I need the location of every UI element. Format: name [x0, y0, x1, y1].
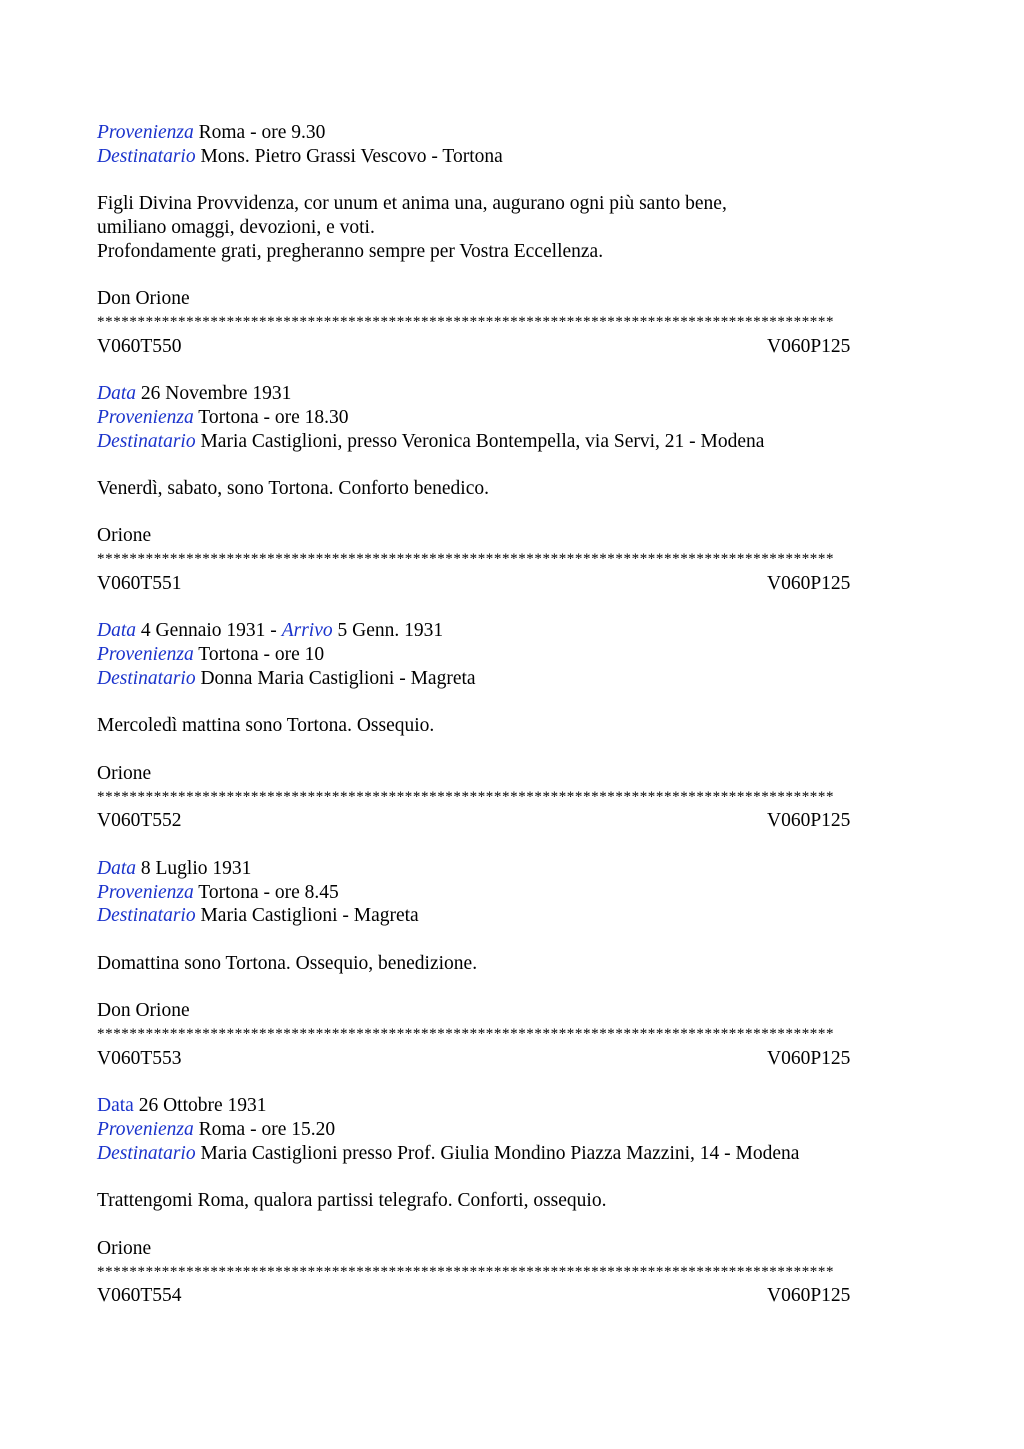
- destinatario-value: Mons. Pietro Grassi Vescovo - Tortona: [200, 146, 503, 167]
- separator: *******************************************************************************************: [97, 1026, 835, 1042]
- entry-body: Trattengomi Roma, qualora partissi telegrafo. Conforti, ossequio.: [97, 1190, 607, 1211]
- provenienza-value: Roma - ore 9.30: [198, 122, 326, 143]
- separator: *******************************************************************************************: [97, 314, 835, 330]
- top-signature: Don Orione: [97, 288, 190, 309]
- data-label: Data: [97, 858, 136, 879]
- provenienza-value: Tortona - ore 10: [198, 644, 325, 665]
- provenienza-label: Provenienza: [97, 1119, 194, 1140]
- entry-provenienza-line: [97, 406, 349, 430]
- data-label: Data: [97, 1095, 134, 1116]
- entry-data-line: [97, 857, 251, 881]
- arrivo-label: Arrivo: [281, 620, 333, 641]
- data-label: Data: [97, 383, 136, 404]
- provenienza-value: Roma - ore 15.20: [198, 1119, 336, 1140]
- entry-data-line: [97, 619, 443, 643]
- data-value: 26 Ottobre 1931: [138, 1095, 267, 1116]
- top-body-line-2: umiliano omaggi, devozioni, e voti.: [97, 217, 375, 238]
- provenienza-value: Tortona - ore 18.30: [198, 407, 349, 428]
- arrivo-value: 5 Genn. 1931: [337, 620, 444, 641]
- entry-page: V060P125: [767, 336, 851, 357]
- destinatario-value: Maria Castiglioni presso Prof. Giulia Mondino Piazza Mazzini, 14 - Modena: [200, 1143, 800, 1164]
- destinatario-label: Destinatario: [97, 146, 196, 167]
- entry-code: V060T551: [97, 573, 182, 594]
- entry-signature: Orione: [97, 525, 152, 546]
- entry-provenienza-line: [97, 643, 324, 667]
- data-label: Data: [97, 620, 136, 641]
- top-body-line-3: Profondamente grati, pregheranno sempre per Vostra Eccellenza.: [97, 241, 604, 262]
- entry-destinatario-line: [97, 430, 764, 454]
- separator: *******************************************************************************************: [97, 789, 835, 805]
- entry-code: V060T553: [97, 1048, 182, 1069]
- entry-destinatario-line: [97, 1142, 799, 1166]
- data-value: 26 Novembre 1931: [140, 383, 292, 404]
- entry-page: V060P125: [767, 810, 851, 831]
- destinatario-label: Destinatario: [97, 668, 196, 689]
- entry-body: Domattina sono Tortona. Ossequio, benedizione.: [97, 953, 478, 974]
- top-body-line-1: Figli Divina Provvidenza, cor unum et anima una, augurano ogni più santo bene,: [97, 193, 727, 214]
- entry-signature: Don Orione: [97, 1000, 190, 1021]
- entry-data-line: [97, 382, 291, 406]
- provenienza-label: Provenienza: [97, 644, 194, 665]
- entry-provenienza-line: [97, 1118, 335, 1142]
- provenienza-label: Provenienza: [97, 407, 194, 428]
- destinatario-value: Donna Maria Castiglioni - Magreta: [200, 668, 476, 689]
- entry-page: V060P125: [767, 1285, 851, 1306]
- separator: *******************************************************************************************: [97, 551, 835, 567]
- entry-page: V060P125: [767, 1048, 851, 1069]
- destinatario-label: Destinatario: [97, 1143, 196, 1164]
- top-destinatario-line: [97, 145, 503, 169]
- data-value: 8 Luglio 1931: [140, 858, 252, 879]
- provenienza-label: Provenienza: [97, 882, 194, 903]
- destinatario-value: Maria Castiglioni - Magreta: [200, 905, 419, 926]
- destinatario-label: Destinatario: [97, 431, 196, 452]
- data-value: 4 Gennaio 1931 -: [140, 620, 277, 641]
- entry-code: V060T552: [97, 810, 182, 831]
- entry-code: V060T550: [97, 336, 182, 357]
- entry-destinatario-line: [97, 904, 419, 928]
- entry-destinatario-line: [97, 667, 476, 691]
- provenienza-label: Provenienza: [97, 122, 194, 143]
- entry-provenienza-line: [97, 881, 339, 905]
- provenienza-value: Tortona - ore 8.45: [198, 882, 339, 903]
- entry-signature: Orione: [97, 763, 152, 784]
- entry-data-line: [97, 1094, 267, 1118]
- entry-body: Mercoledì mattina sono Tortona. Ossequio.: [97, 715, 435, 736]
- top-provenienza-line: [97, 121, 325, 145]
- entry-page: V060P125: [767, 573, 851, 594]
- entry-body: Venerdì, sabato, sono Tortona. Conforto benedico.: [97, 478, 489, 499]
- entry-code: V060T554: [97, 1285, 182, 1306]
- destinatario-value: Maria Castiglioni, presso Veronica Bontempella, via Servi, 21 - Modena: [200, 431, 765, 452]
- entry-signature: Orione: [97, 1238, 152, 1259]
- destinatario-label: Destinatario: [97, 905, 196, 926]
- separator: *******************************************************************************************: [97, 1264, 835, 1280]
